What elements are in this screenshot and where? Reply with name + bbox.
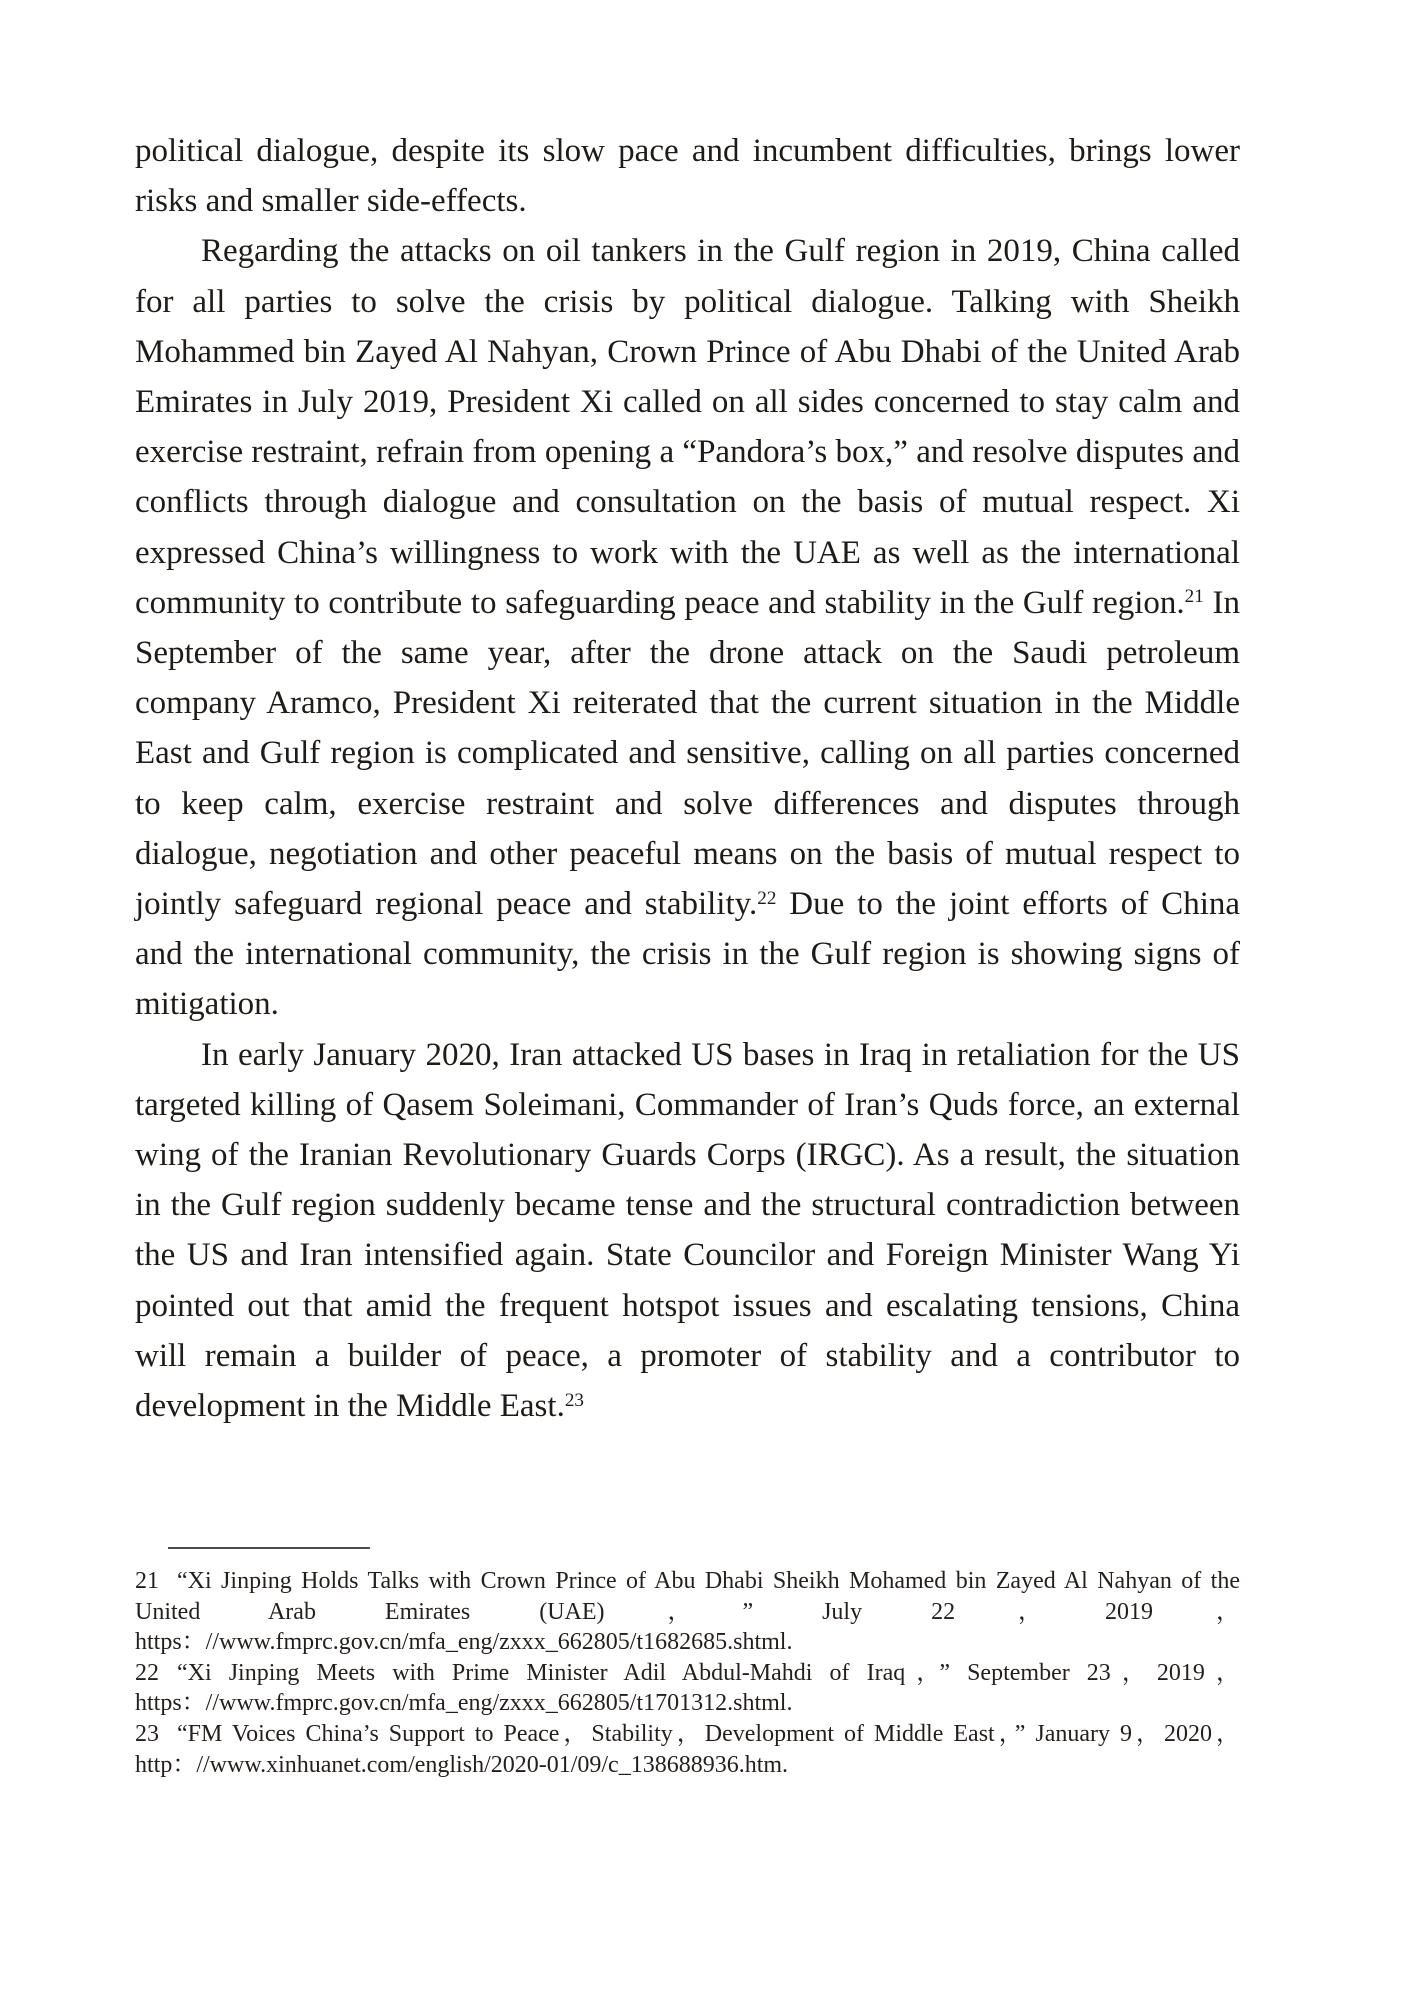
paragraph-text: In September of the same year, after the drone attack on the Saudi petroleum company Aramco, President Xi reiterated that the current situation in the Middle East and Gulf region is complicated and sensitive, calling on all parties concerned to keep calm, exercise restraint and solve differences and disputes through dialogue, negotiation and other peaceful means on the basis of mutual respect to jointly safeguard regional peace and stability. (135, 584, 1240, 923)
paragraph-text: Regarding the attacks on oil tankers in the Gulf region in 2019, China called for all parties to solve the crisis by political dialogue. Talking with Sheikh Mohammed bin Zayed Al Nahyan, Crown Prince of Abu Dhabi of the United Arab Emirates in July 2019, President Xi called on all sides concerned to stay calm and exercise restraint, refrain from opening a “Pandora’s box,” and resolve disputes and conflicts through dialogue and consultation on the basis of mutual respect. Xi expressed China’s willingness to work with the UAE as well as the international community to contribute to safeguarding peace and stability in the Gulf region. (135, 233, 1240, 621)
footnote (135, 1719, 1240, 1780)
footnote-text: “Xi Jinping Meets with Prime Minister Adil Abdul-Mahdi of Iraq，” September 23，2019，https：//www.fmprc.gov.cn/mfa_eng/zxxx_662805/t1701312.shtml. (135, 1659, 1240, 1717)
paragraph-text: political dialogue, despite its slow pace and incumbent difficulties, brings lower risks and smaller side-effects. (135, 133, 1240, 220)
footnote-number: 23 (135, 1720, 159, 1747)
article-body (135, 126, 1240, 1431)
footnote-text: “Xi Jinping Holds Talks with Crown Prince of Abu Dhabi Sheikh Mohamed bin Zayed Al Nahyan of the United Arab Emirates (UAE)，” July 22，2019，https：//www.fmprc.gov.cn/mfa_eng/zxxx_662805/t1682685.shtml. (135, 1568, 1240, 1656)
paragraph-text: In early January 2020, Iran attacked US bases in Iraq in retaliation for the US targeted killing of Qasem Soleimani, Commander of Iran’s Quds force, an external wing of the Iranian Revolutionary Guards Corps (IRGC). As a result, the situation in the Gulf region suddenly became tense and the structural contradiction between the US and Iran intensified again. State Councilor and Foreign Minister Wang Yi pointed out that amid the frequent hotspot issues and escalating tensions, China will remain a builder of peace, a promoter of stability and a contributor to development in the Middle East. (135, 1036, 1240, 1425)
page-footer (0, 1820, 1417, 1910)
footnote-separator-rule (168, 1547, 370, 1549)
footnote (135, 1566, 1240, 1658)
paragraph-january-2020 (135, 1030, 1240, 1432)
footnote-number: 21 (135, 1568, 159, 1594)
footnote-number: 22 (135, 1659, 159, 1686)
paragraph-gulf-tankers (135, 226, 1240, 1029)
footnote-ref-23: 23 (564, 1389, 584, 1411)
paragraph-continuation (135, 126, 1240, 226)
footnote-ref-21: 21 (1184, 586, 1204, 608)
footnote-text: “FM Voices China’s Support to Peace，Stability，Development of Middle East，” January 9，2020，http：//www.xinhuanet.com/english/2020-01/09/c_138688936.htm. (135, 1720, 1240, 1778)
footnote (135, 1658, 1240, 1719)
footnotes-block (135, 1566, 1240, 1780)
footnote-ref-22: 22 (757, 887, 777, 909)
paragraph-text: Due to the joint efforts of China and the international community, the crisis in the Gulf region is showing signs of mitigation. (135, 886, 1241, 1023)
